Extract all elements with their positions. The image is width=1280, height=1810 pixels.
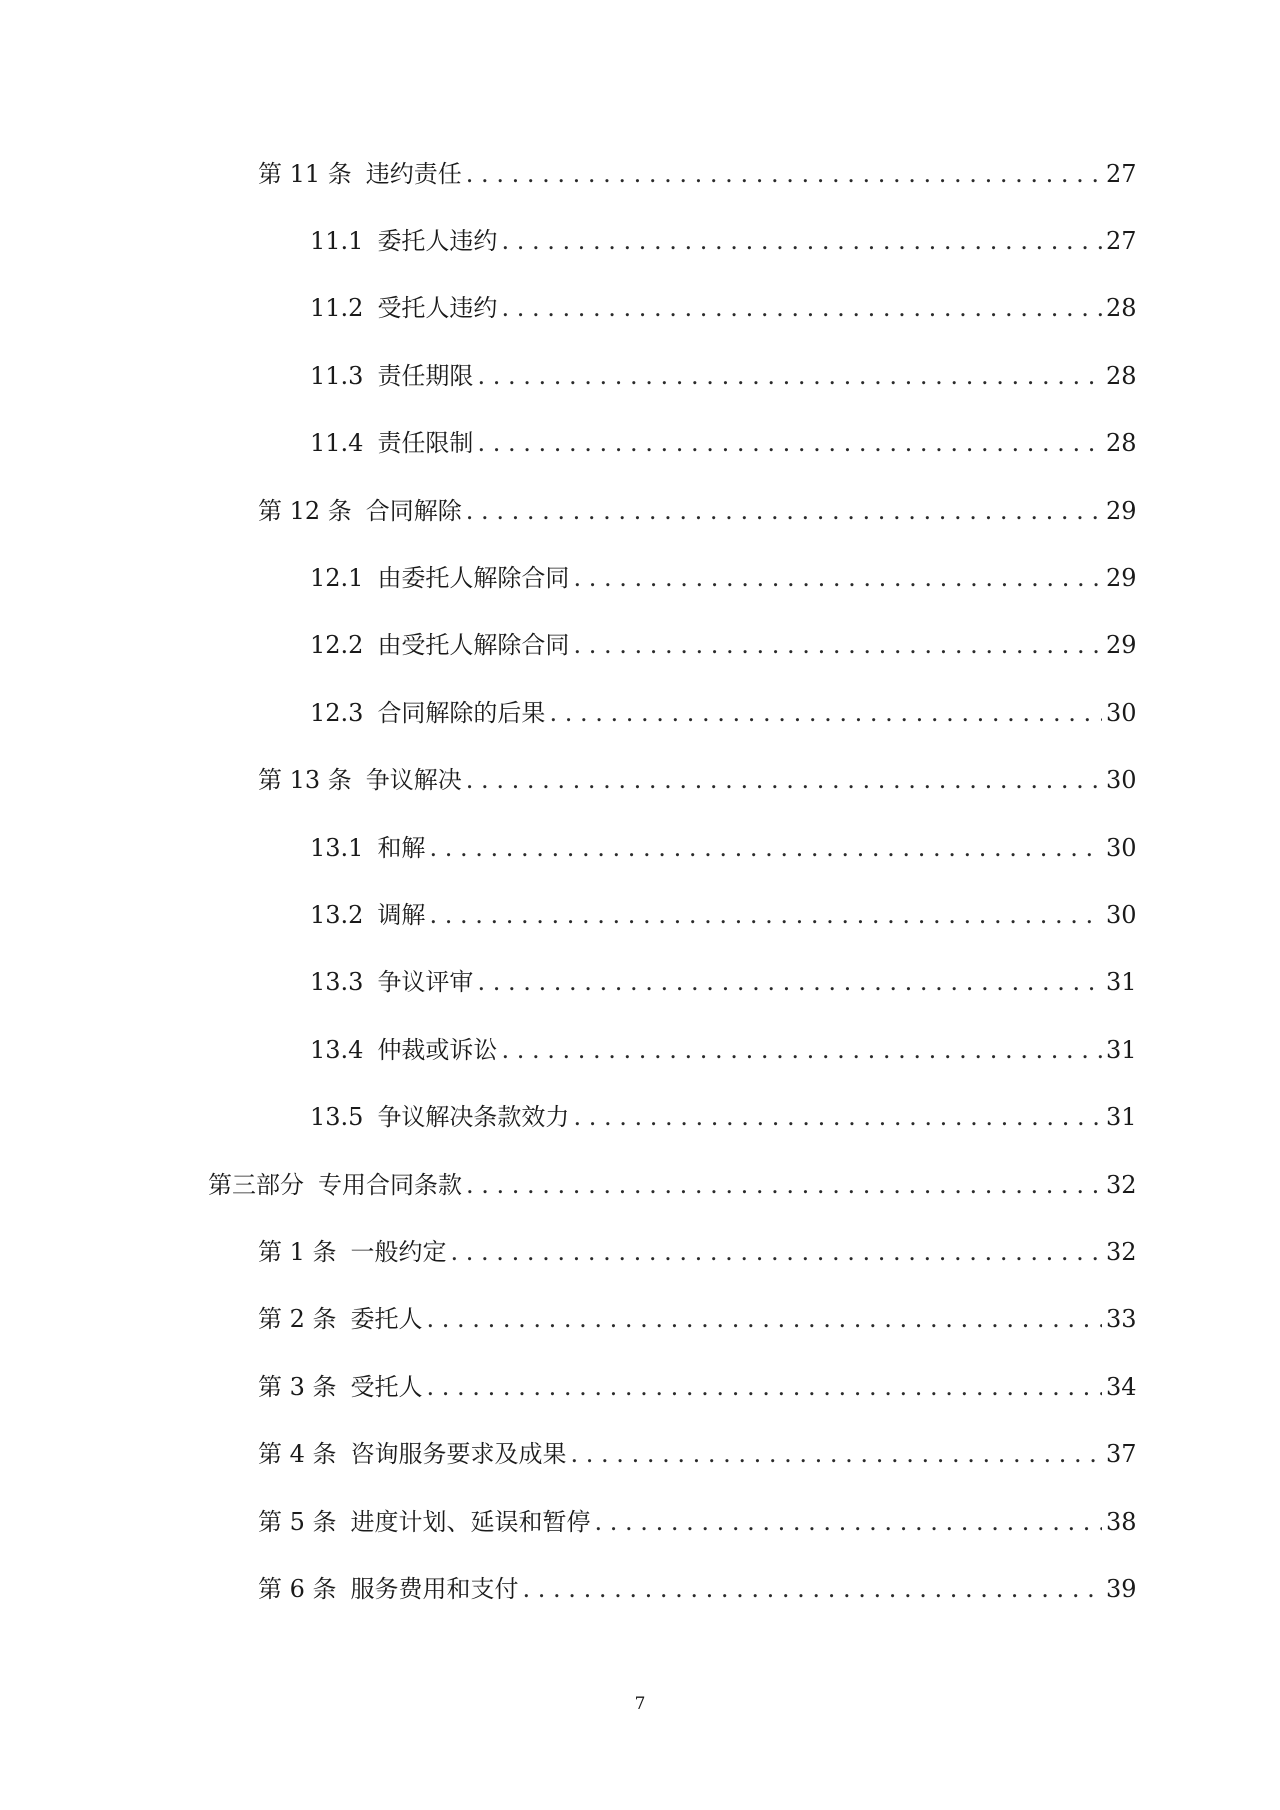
toc-entry-page: 34: [1106, 1372, 1137, 1401]
dot-leader: [501, 1038, 1102, 1062]
toc-entry-number: 11.2: [310, 294, 364, 323]
toc-entry-title: 进度计划、延误和暂停: [350, 1507, 591, 1536]
toc-entry[interactable]: [0, 679, 1280, 746]
toc-entry-number: 12.3: [310, 698, 364, 727]
toc-entry-body: [258, 1507, 1280, 1536]
toc-entry[interactable]: [0, 747, 1280, 814]
toc-entry-body: [258, 496, 1280, 525]
toc-entry[interactable]: [0, 477, 1280, 544]
toc-entry[interactable]: [0, 342, 1280, 409]
dot-leader: [429, 836, 1102, 860]
toc-entry-number: 第 4 条: [258, 1440, 337, 1469]
dot-leader: [595, 1510, 1102, 1534]
toc-entry-number: 第 2 条: [258, 1305, 337, 1334]
toc-entry-body: [258, 1305, 1280, 1334]
toc-entry-page: 28: [1106, 361, 1137, 390]
toc-entry[interactable]: [0, 881, 1280, 948]
toc-entry-title: 委托人: [350, 1305, 423, 1334]
page-number: 7: [634, 1694, 646, 1714]
toc-entry-title: 委托人违约: [377, 227, 498, 256]
toc-entry-number: 第三部分: [208, 1170, 304, 1199]
toc-entry-number: 12.2: [310, 631, 364, 660]
toc-entry-title: 服务费用和支付: [350, 1574, 519, 1603]
toc-entry-number: 11.3: [310, 361, 364, 390]
toc-entry[interactable]: [0, 612, 1280, 679]
toc-entry-number: 11.4: [310, 429, 364, 458]
toc-entry-body: [310, 968, 1280, 997]
toc-entry-number: 13.1: [310, 833, 364, 862]
dot-leader: [573, 566, 1102, 590]
toc-entry-title: 受托人: [350, 1372, 423, 1401]
toc-entry-page: 30: [1106, 900, 1137, 929]
toc-entry-title: 仲裁或诉讼: [377, 1035, 498, 1064]
toc-entry-page: 31: [1106, 968, 1137, 997]
toc-entry-title: 由委托人解除合同: [377, 564, 570, 593]
toc-entry[interactable]: [0, 1353, 1280, 1420]
toc-entry[interactable]: [0, 544, 1280, 611]
toc-entry-body: [258, 1574, 1280, 1603]
toc-entry-page: 27: [1106, 159, 1137, 188]
toc-entry-number: 13.2: [310, 900, 364, 929]
toc-entry-title: 合同解除的后果: [377, 698, 546, 727]
toc-entry-body: [310, 833, 1280, 862]
toc-entry-number: 第 3 条: [258, 1372, 337, 1401]
toc-entry-number: 13.4: [310, 1035, 364, 1064]
toc-entry-page: 39: [1106, 1574, 1137, 1603]
toc-entry-body: [310, 698, 1280, 727]
toc-entry-number: 13.5: [310, 1103, 364, 1132]
toc-entry-number: 第 11 条: [258, 159, 352, 188]
toc-entry-number: 第 12 条: [258, 496, 352, 525]
toc-entry-body: [310, 294, 1280, 323]
toc-entry-number: 第 1 条: [258, 1237, 337, 1266]
dot-leader: [477, 970, 1102, 994]
toc-entry[interactable]: [0, 1420, 1280, 1487]
toc-entry-page: 31: [1106, 1035, 1137, 1064]
toc-entry-body: [310, 1103, 1280, 1132]
toc-entry-title: 违约责任: [365, 159, 462, 188]
toc-entry[interactable]: [0, 949, 1280, 1016]
toc-entry-body: [310, 429, 1280, 458]
dot-leader: [466, 499, 1102, 523]
toc-entry-page: 28: [1106, 294, 1137, 323]
toc-entry-title: 争议解决: [365, 766, 462, 795]
toc-entry-body: [310, 900, 1280, 929]
toc-entry[interactable]: [0, 1151, 1280, 1218]
toc-entry-title: 争议评审: [377, 968, 474, 997]
toc-entry-title: 咨询服务要求及成果: [350, 1440, 567, 1469]
toc-entry-title: 和解: [377, 833, 426, 862]
toc-entry-title: 专用合同条款: [318, 1170, 462, 1199]
toc-entry-body: [310, 227, 1280, 256]
toc-entry-number: 第 5 条: [258, 1507, 337, 1536]
toc-entry[interactable]: [0, 1218, 1280, 1285]
dot-leader: [571, 1442, 1102, 1466]
toc-entry-page: 33: [1106, 1305, 1137, 1334]
toc-entry-title: 受托人违约: [377, 294, 498, 323]
toc-entry-title: 责任限制: [377, 429, 474, 458]
toc-entry-page: 32: [1106, 1170, 1137, 1199]
dot-leader: [466, 768, 1102, 792]
toc-entry-page: 30: [1106, 833, 1137, 862]
toc-entry-body: [258, 1237, 1280, 1266]
toc-entry-number: 第 6 条: [258, 1574, 337, 1603]
dot-leader: [573, 1105, 1102, 1129]
toc-entry-body: [258, 1440, 1280, 1469]
toc-entry-number: 13.3: [310, 968, 364, 997]
toc-entry[interactable]: [0, 1016, 1280, 1083]
toc-entry-body: [258, 766, 1280, 795]
toc-entry-number: 11.1: [310, 227, 364, 256]
toc-entry-body: [258, 159, 1280, 188]
toc-entry-title: 责任期限: [377, 361, 474, 390]
toc-entry-number: 第 13 条: [258, 766, 352, 795]
toc-entry-page: 30: [1106, 698, 1137, 727]
toc-entry-title: 由受托人解除合同: [377, 631, 570, 660]
toc-entry-page: 27: [1106, 227, 1137, 256]
toc-entry-title: 争议解决条款效力: [377, 1103, 570, 1132]
toc-entry-body: [258, 1372, 1280, 1401]
dot-leader: [573, 633, 1102, 657]
dot-leader: [501, 296, 1102, 320]
dot-leader: [477, 364, 1102, 388]
dot-leader: [501, 229, 1102, 253]
toc-entry-page: 32: [1106, 1237, 1137, 1266]
toc-entry[interactable]: [0, 814, 1280, 881]
dot-leader: [466, 162, 1102, 186]
toc-entry[interactable]: [0, 207, 1280, 274]
toc-entry-body: [310, 1035, 1280, 1064]
toc-entry[interactable]: [0, 1488, 1280, 1555]
toc-entry-body: [310, 564, 1280, 593]
toc-entry-title: 一般约定: [350, 1237, 447, 1266]
dot-leader: [427, 1375, 1102, 1399]
toc-entry-page: 37: [1106, 1440, 1137, 1469]
toc-entry-page: 38: [1106, 1507, 1137, 1536]
toc-entry-page: 31: [1106, 1103, 1137, 1132]
toc-entry-page: 29: [1106, 631, 1137, 660]
toc-entry-body: [310, 361, 1280, 390]
dot-leader: [429, 903, 1102, 927]
toc-entry-title: 合同解除: [365, 496, 462, 525]
dot-leader: [427, 1307, 1102, 1331]
dot-leader: [523, 1577, 1102, 1601]
dot-leader: [466, 1173, 1102, 1197]
toc-entry[interactable]: [0, 410, 1280, 477]
toc-entry-body: [208, 1170, 1280, 1199]
toc-entry-body: [310, 631, 1280, 660]
toc-entry-page: 29: [1106, 496, 1137, 525]
toc-entry[interactable]: [0, 1555, 1280, 1622]
toc-entry-page: 30: [1106, 766, 1137, 795]
toc-entry-page: 29: [1106, 564, 1137, 593]
dot-leader: [451, 1240, 1102, 1264]
toc-entry-title: 调解: [377, 900, 426, 929]
toc-entry-page: 28: [1106, 429, 1137, 458]
toc-entry[interactable]: [0, 1286, 1280, 1353]
dot-leader: [549, 701, 1102, 725]
toc-entry[interactable]: [0, 140, 1280, 207]
toc-entry[interactable]: [0, 275, 1280, 342]
toc-entry-number: 12.1: [310, 564, 364, 593]
toc-entry[interactable]: [0, 1083, 1280, 1150]
dot-leader: [477, 431, 1102, 455]
table-of-contents: [0, 140, 1280, 1623]
